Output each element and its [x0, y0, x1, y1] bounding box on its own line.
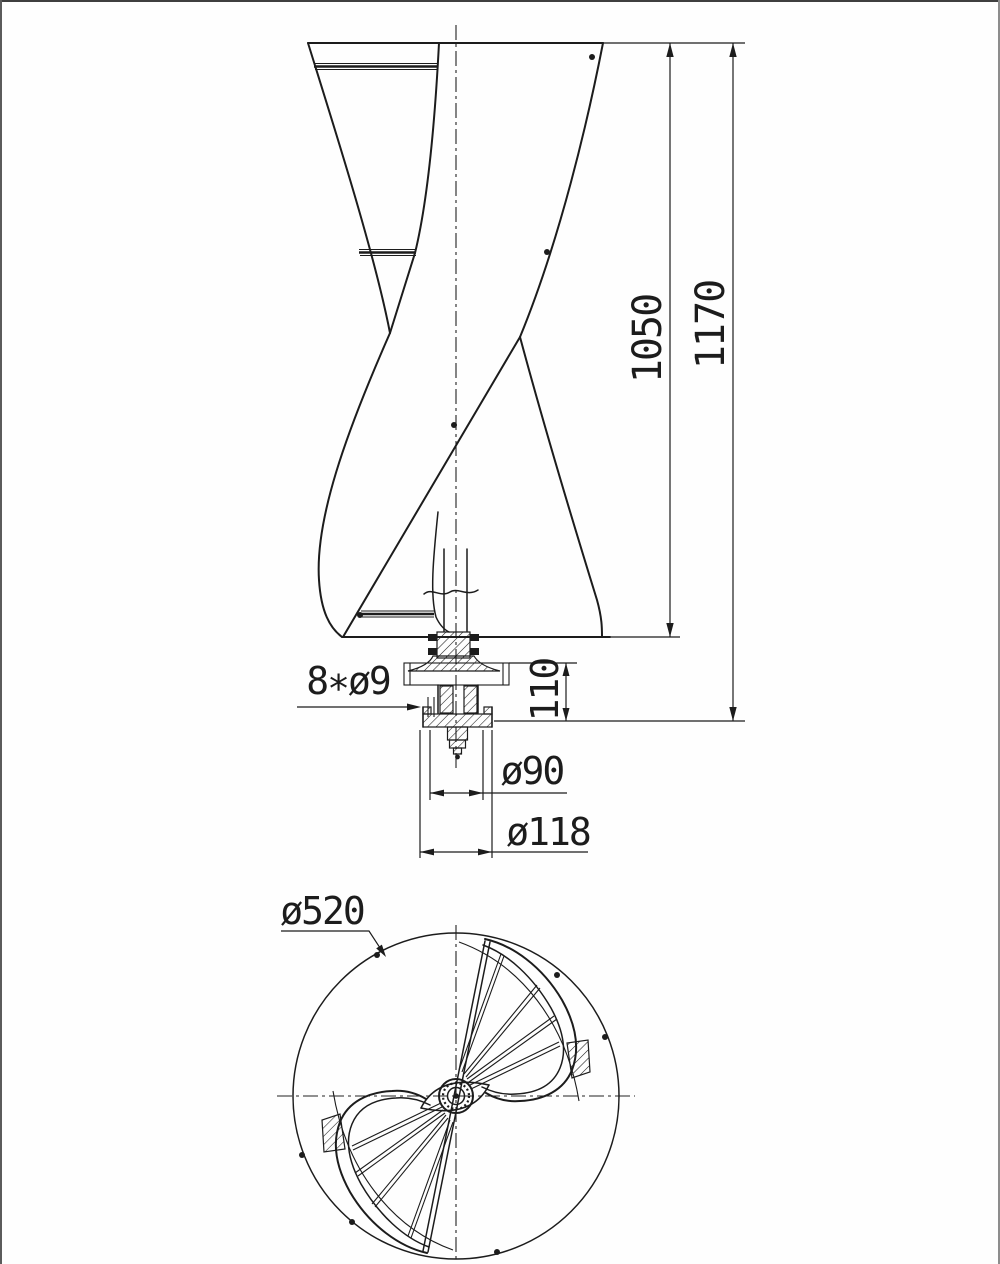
- dimension-110: [509, 659, 577, 722]
- dimension-label-110: 110: [523, 658, 567, 722]
- dimension-label-d118: ø118: [506, 810, 590, 854]
- dimension-label-d90: ø90: [500, 749, 564, 793]
- mounting-flange: [423, 707, 492, 759]
- front-view: [297, 25, 745, 858]
- rotor-silhouette: [308, 43, 610, 637]
- dimension-label-1050: 1050: [625, 294, 671, 384]
- dimension-bolt-pattern: [297, 659, 421, 711]
- blade-seam-bands: [314, 64, 438, 618]
- dimension-label-1170: 1170: [688, 280, 734, 370]
- dimension-label-8x9: 8∗ø9: [306, 659, 390, 703]
- dimension-label-d520: ø520: [280, 889, 364, 933]
- shaft-coupler: [428, 632, 479, 658]
- blade-rivet-dots: [357, 54, 595, 618]
- top-view: [277, 889, 635, 1262]
- center-bolt: [448, 727, 468, 740]
- dimension-d520: [280, 889, 386, 957]
- blade-spokes-lower: [352, 1103, 453, 1238]
